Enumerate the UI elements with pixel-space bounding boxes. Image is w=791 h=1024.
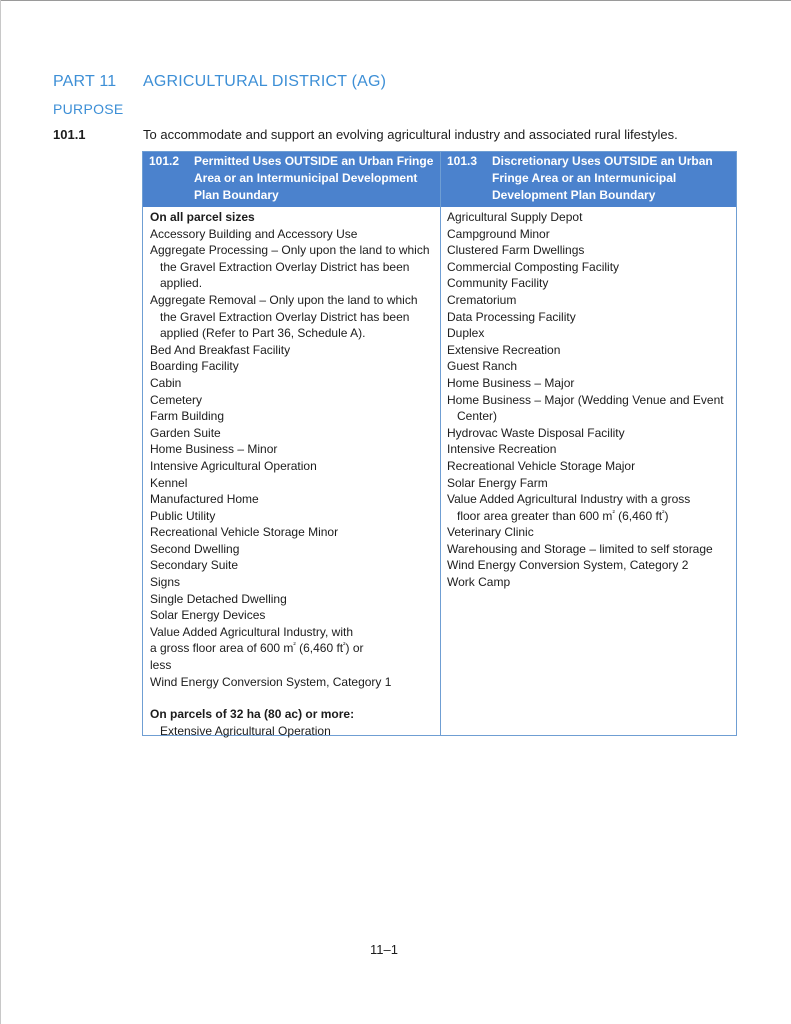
list-item: Extensive Recreation xyxy=(447,342,561,357)
permitted-uses-header xyxy=(143,152,440,207)
list-item: Cemetery xyxy=(150,392,203,407)
discretionary-items-b xyxy=(447,524,733,590)
list-item: Recreational Vehicle Storage Major xyxy=(447,458,636,473)
value-added-line2-mid: (6,460 ft xyxy=(295,641,344,656)
permitted-uses-column xyxy=(143,152,441,738)
value-added-line3: less xyxy=(150,658,172,673)
list-item: Bed And Breakfast Facility xyxy=(150,342,291,357)
page-number: 11–1 xyxy=(370,942,398,957)
superscript-two: ² xyxy=(343,642,346,650)
uses-table xyxy=(142,151,737,736)
value-added-line1: Value Added Agricultural Industry, with xyxy=(150,624,354,639)
list-item: Home Business – Major xyxy=(447,375,575,390)
list-item xyxy=(150,624,437,641)
list-item: Clustered Farm Dwellings xyxy=(447,243,585,258)
list-item: Crematorium xyxy=(447,292,517,307)
list-item: Duplex xyxy=(447,326,485,341)
list-item: Second Dwelling xyxy=(150,541,240,556)
list-item: Farm Building xyxy=(150,409,225,424)
list-item xyxy=(447,491,733,508)
permitted-items xyxy=(150,226,437,624)
permitted-section-number: 101.2 xyxy=(149,154,180,168)
list-item: Intensive Agricultural Operation xyxy=(150,458,317,473)
list-item: Signs xyxy=(150,575,181,590)
list-item: Commercial Composting Facility xyxy=(447,259,620,274)
list-item: Guest Ranch xyxy=(447,359,518,374)
value-added-line2-post: ) or xyxy=(345,641,364,656)
list-item: Home Business – Major (Wedding Venue and Event Center) xyxy=(447,392,724,424)
superscript-two: ² xyxy=(293,642,296,650)
list-item: Work Camp xyxy=(447,575,511,590)
list-item: Agricultural Supply Depot xyxy=(447,210,583,224)
superscript-two: ² xyxy=(662,509,665,517)
list-item: Garden Suite xyxy=(150,425,221,440)
discretionary-section-number: 101.3 xyxy=(447,154,478,168)
group-heading-large-parcels: On parcels of 32 ha (80 ac) or more: xyxy=(150,707,355,722)
superscript-two: ² xyxy=(612,509,615,517)
list-item: Wind Energy Conversion System, Category 2 xyxy=(447,558,689,573)
list-item: Solar Energy Devices xyxy=(150,608,266,623)
group-heading-all-parcels: On all parcel sizes xyxy=(150,210,255,224)
list-item xyxy=(150,657,437,674)
value-added-line2-mid: (6,460 ft xyxy=(614,508,663,523)
discretionary-uses-list xyxy=(447,209,733,591)
discretionary-items-a xyxy=(447,209,733,491)
discretionary-uses-column xyxy=(441,152,736,735)
value-added-line2-post: ) xyxy=(664,508,669,523)
list-item xyxy=(150,640,437,657)
value-added-line2-pre: a gross floor area of 600 m xyxy=(150,641,294,656)
section-number: 101.1 xyxy=(53,127,86,142)
purpose-heading: PURPOSE xyxy=(53,101,124,117)
scan-edge-top xyxy=(0,0,791,1)
list-item: Public Utility xyxy=(150,508,216,523)
spacer xyxy=(150,690,437,706)
list-item: Warehousing and Storage – limited to self storage xyxy=(447,541,713,556)
list-item: Data Processing Facility xyxy=(447,309,576,324)
section-text: To accommodate and support an evolving agricultural industry and associated rural lifestyles. xyxy=(143,127,678,142)
list-item xyxy=(447,508,733,525)
part-title: AGRICULTURAL DISTRICT (AG) xyxy=(143,73,387,90)
list-item: Extensive Agricultural Operation xyxy=(160,723,331,738)
part-label: PART 11 xyxy=(53,73,117,90)
list-item: Accessory Building and Accessory Use xyxy=(150,226,358,241)
list-item: Kennel xyxy=(150,475,188,490)
list-item: Home Business – Minor xyxy=(150,442,278,457)
discretionary-heading: Discretionary Uses OUTSIDE an Urban Fringe Area or an Intermunicipal Development Plan Boundary xyxy=(492,154,713,202)
permitted-uses-list xyxy=(150,209,437,739)
list-item: Aggregate Removal – Only upon the land to which the Gravel Extraction Overlay District has been applied (Refer to Part 36, Schedule A). xyxy=(150,292,418,341)
list-item: Solar Energy Farm xyxy=(447,475,548,490)
list-item: Community Facility xyxy=(447,276,549,291)
list-item: Recreational Vehicle Storage Minor xyxy=(150,525,339,540)
list-item: Hydrovac Waste Disposal Facility xyxy=(447,425,625,440)
permitted-heading: Permitted Uses OUTSIDE an Urban Fringe Area or an Intermunicipal Development Plan Boundary xyxy=(194,154,434,202)
list-item: Cabin xyxy=(150,375,182,390)
list-item: Manufactured Home xyxy=(150,492,259,507)
value-added-line2-pre: floor area greater than 600 m xyxy=(457,508,613,523)
list-item: Veterinary Clinic xyxy=(447,525,534,540)
list-item: Secondary Suite xyxy=(150,558,239,573)
list-item: Wind Energy Conversion System, Category 1 xyxy=(150,674,392,689)
value-added-line1: Value Added Agricultural Industry with a gross xyxy=(447,492,691,507)
list-item: Aggregate Processing – Only upon the land to which the Gravel Extraction Overlay District has been applied. xyxy=(150,243,430,291)
discretionary-uses-header xyxy=(441,152,736,207)
list-item: Single Detached Dwelling xyxy=(150,591,287,606)
scan-edge-left xyxy=(0,0,1,1024)
list-item: Campground Minor xyxy=(447,226,550,241)
list-item: Intensive Recreation xyxy=(447,442,557,457)
list-item: Boarding Facility xyxy=(150,359,239,374)
